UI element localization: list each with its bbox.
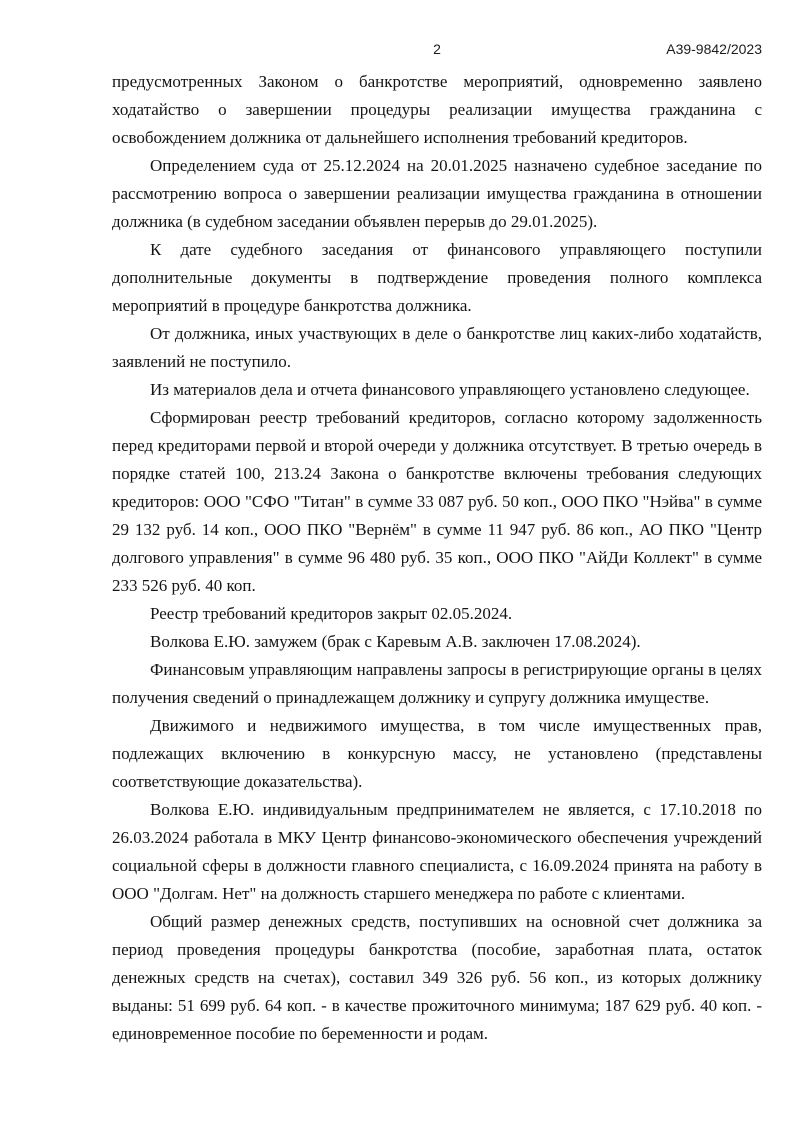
paragraph-additional-documents: К дате судебного заседания от финансового управляющего поступили дополнительные документы в подтверждение проведения полного комплекса мероприятий в процедуре банкротства должника. — [112, 240, 762, 315]
paragraph-employment-history: Волкова Е.Ю. индивидуальным предпринимателем не является, с 17.10.2018 по 26.03.2024 работала в МКУ Центр финансово-экономического обеспечения учреждений социальной сферы в должности главного специалиста, с 16.09.2024 принята на работу в ООО "Долгам. Нет" на должность старшего менеджера по работе с клиентами. — [112, 800, 762, 903]
page-number: 2 — [433, 41, 441, 57]
paragraph-funds-summary: Общий размер денежных средств, поступивших на основной счет должника за период проведения процедуры банкротства (пособие, заработная плата, остаток денежных средств на счетах), составил 349 326 руб. 56 коп., из которых должнику выданы: 51 699 руб. 64 коп. - в качестве прожиточного минимума; 187 629 руб. 40 коп. - единовременное пособие по беременности и родам. — [112, 912, 762, 1043]
paragraph-hearing-scheduled: Определением суда от 25.12.2024 на 20.01.2025 назначено судебное заседание по рассмотрению вопроса о завершении реализации имущества гражданина в отношении должника (в судебном заседании объявлен перерыв до 29.01.2025). — [112, 156, 762, 231]
paragraph-registry-requests: Финансовым управляющим направлены запросы в регистрирующие органы в целях получения сведений о принадлежащем должнику и супругу должника имуществе. — [112, 660, 762, 707]
paragraph-no-motions: От должника, иных участвующих в деле о банкротстве лиц каких-либо ходатайств, заявлений не поступило. — [112, 324, 762, 371]
page-header — [112, 41, 762, 61]
paragraph-creditors-register: Сформирован реестр требований кредиторов, согласно которому задолженность перед кредиторами первой и второй очереди у должника отсутствует. В третью очередь в порядке статей 100, 213.24 Закона о банкротстве включены требования следующих кредиторов: ООО "СФО "Титан" в сумме 33 087 руб. 50 коп., ООО ПКО "Нэйва" в сумме 29 132 руб. 14 коп., ООО ПКО "Вернём" в сумме 11 947 руб. 86 коп., АО ПКО "Центр долгового управления" в сумме 96 480 руб. 35 коп., ООО ПКО "АйДи Коллект" в сумме 233 526 руб. 40 коп. — [112, 408, 762, 595]
paragraph-continuation: предусмотренных Законом о банкротстве мероприятий, одновременно заявлено ходатайство о завершении процедуры реализации имущества гражданина с освобождением должника от дальнейшего исполнения требований кредиторов. — [112, 72, 762, 147]
paragraph-register-closed: Реестр требований кредиторов закрыт 02.05.2024. — [150, 604, 513, 623]
case-number: А39-9842/2023 — [666, 41, 762, 57]
paragraph-no-property: Движимого и недвижимого имущества, в том числе имущественных прав, подлежащих включению в конкурсную массу, не установлено (представлены соответствующие доказательства). — [112, 716, 762, 791]
paragraph-marital-status: Волкова Е.Ю. замужем (брак с Каревым А.В. заключен 17.08.2024). — [150, 632, 641, 651]
paragraph-case-materials: Из материалов дела и отчета финансового управляющего установлено следующее. — [150, 380, 750, 399]
document-body — [112, 68, 762, 1048]
